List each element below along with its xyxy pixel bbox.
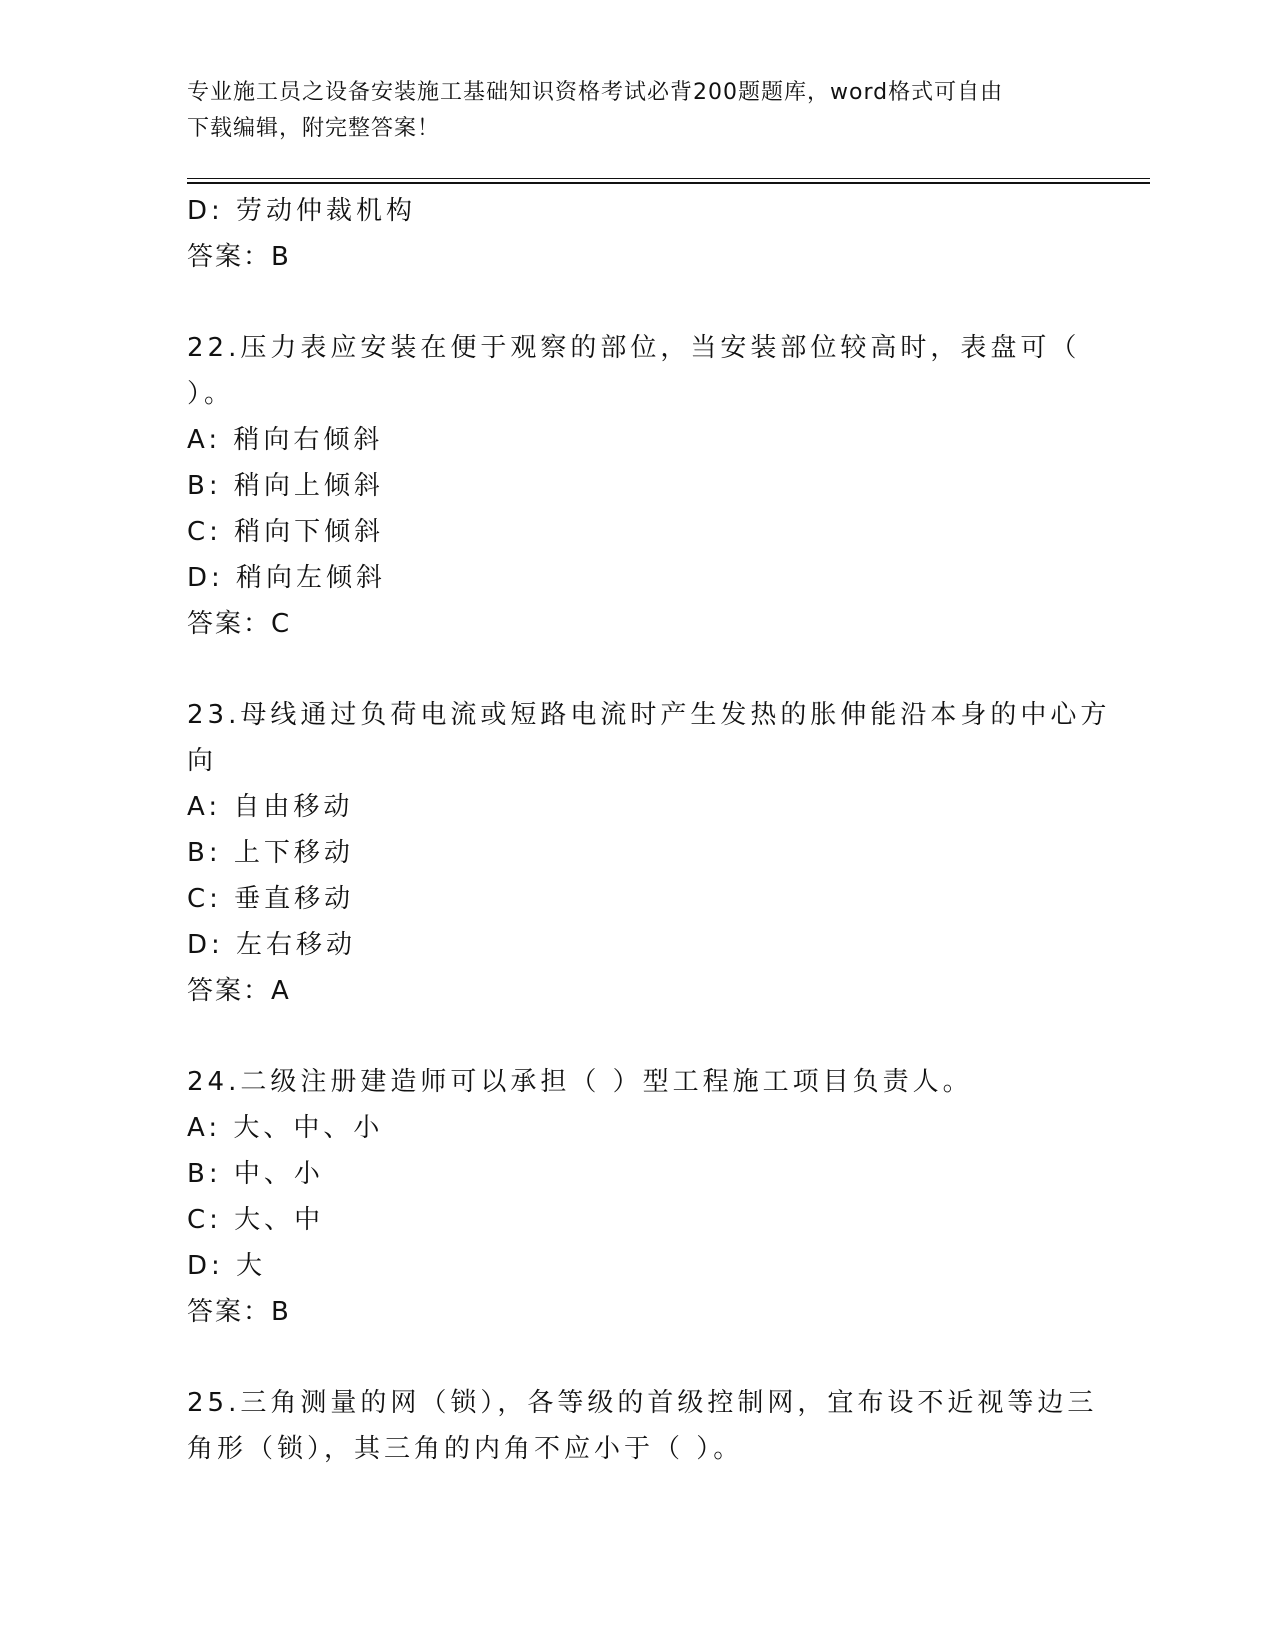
header-line-1: 专业施工员之设备安装施工基础知识资格考试必背200题题库，word格式可自由 bbox=[187, 80, 1004, 105]
option-c: C: 垂直移动 bbox=[187, 884, 355, 914]
option-a: A: 大、中、小 bbox=[187, 1113, 384, 1143]
question-spacer bbox=[187, 1335, 1087, 1380]
previous-question-tail bbox=[187, 188, 1087, 280]
question-list bbox=[187, 188, 1111, 1472]
option-b: B: 中、小 bbox=[187, 1159, 324, 1189]
question-spacer bbox=[187, 647, 1087, 692]
question-stem-line-2: 角形（锁），其三角的内角不应小于（ ）。 bbox=[187, 1434, 744, 1464]
answer-line: 答案：A bbox=[187, 976, 291, 1006]
question-stem-line-1: 22.压力表应安装在便于观察的部位，当安装部位较高时，表盘可（ bbox=[187, 333, 1081, 363]
question-stem-line-1: 24.二级注册建造师可以承担（ ）型工程施工项目负责人。 bbox=[187, 1067, 973, 1097]
option-a: A: 自由移动 bbox=[187, 792, 354, 822]
question-22 bbox=[187, 325, 1087, 647]
question-23 bbox=[187, 692, 1111, 1014]
question-stem-line-2: 向 bbox=[187, 746, 218, 776]
question-25 bbox=[187, 1380, 1098, 1472]
question-spacer bbox=[187, 1014, 1087, 1059]
document-header bbox=[187, 75, 1087, 147]
question-24 bbox=[187, 1059, 1087, 1335]
header-divider-thick bbox=[187, 182, 1150, 184]
option-d: D: 大 bbox=[187, 1251, 267, 1281]
header-line-2: 下载编辑，附完整答案！ bbox=[187, 116, 441, 141]
option-a: A: 稍向右倾斜 bbox=[187, 425, 384, 455]
option-c: C: 稍向下倾斜 bbox=[187, 517, 385, 547]
option-b: B: 稍向上倾斜 bbox=[187, 471, 384, 501]
option-c: C: 大、中 bbox=[187, 1205, 325, 1235]
question-stem-line-1: 25.三角测量的网（锁），各等级的首级控制网，宜布设不近视等边三 bbox=[187, 1388, 1098, 1418]
answer-line: 答案：B bbox=[187, 242, 291, 272]
answer-line: 答案：B bbox=[187, 1297, 291, 1327]
answer-line: 答案：C bbox=[187, 609, 292, 639]
option-b: B: 上下移动 bbox=[187, 838, 354, 868]
header-divider-thin bbox=[187, 178, 1150, 179]
option-d: D: 左右移动 bbox=[187, 930, 357, 960]
option-d: D: 劳动仲裁机构 bbox=[187, 196, 417, 226]
question-spacer bbox=[187, 280, 1087, 325]
question-stem-line-2: ）。 bbox=[187, 379, 235, 409]
option-d: D: 稍向左倾斜 bbox=[187, 563, 387, 593]
question-stem-line-1: 23.母线通过负荷电流或短路电流时产生发热的胀伸能沿本身的中心方 bbox=[187, 700, 1111, 730]
